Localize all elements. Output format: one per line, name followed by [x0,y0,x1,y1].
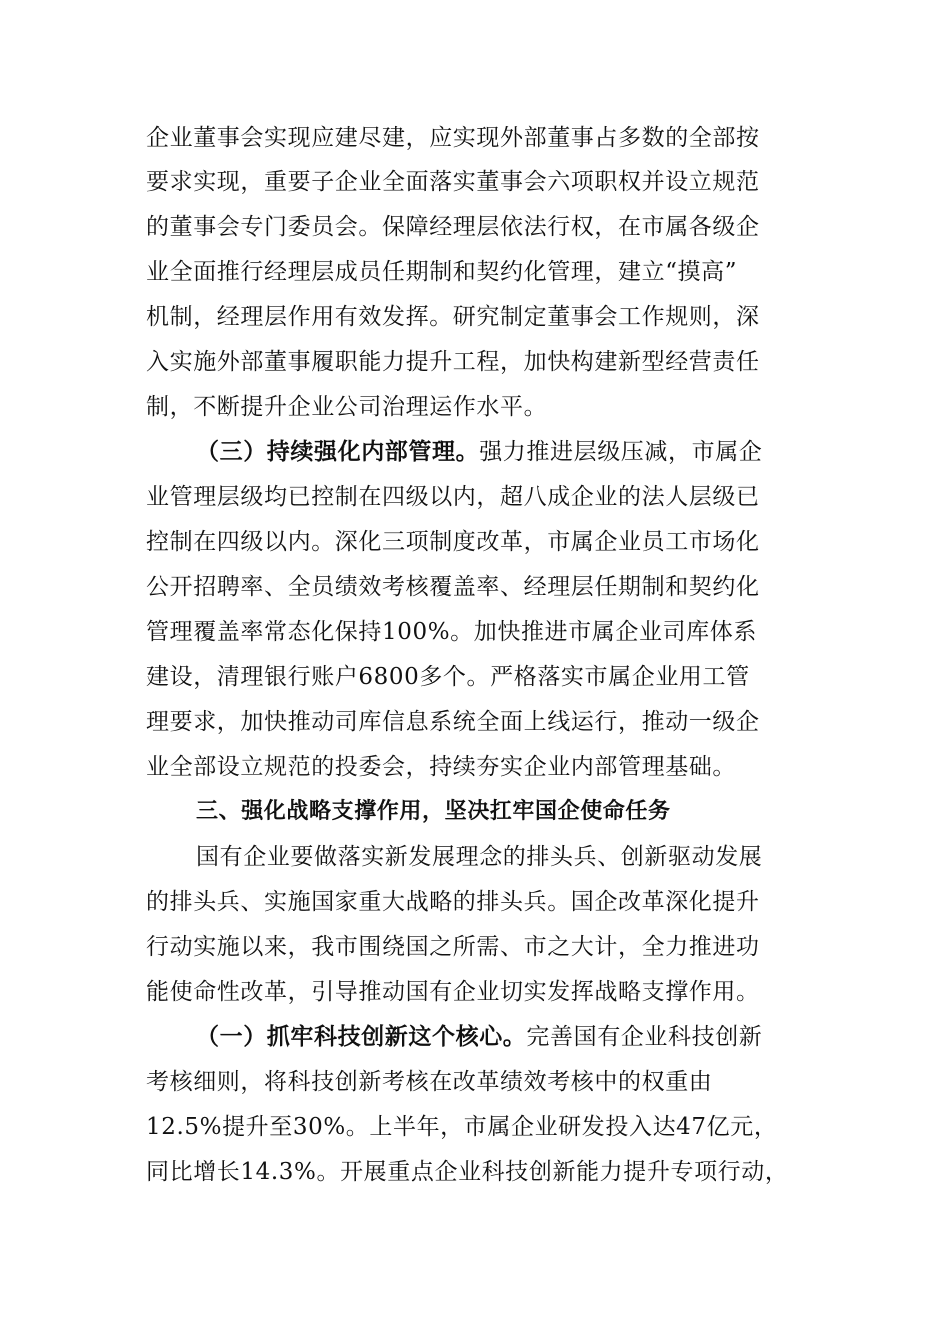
text-line: 机制，经理层作用有效发挥。研究制定董事会工作规则，深 [146,304,760,330]
text-line: 国有企业要做落实新发展理念的排头兵、创新驱动发展 [196,844,763,870]
text-line: 管理覆盖率常态化保持100%。加快推进市属企业司库体系 [146,619,757,645]
text-line: 理要求，加快推动司库信息系统全面上线运行，推动一级企 [146,709,760,735]
text-line: 业全部设立规范的投委会，持续夯实企业内部管理基础。 [146,754,736,780]
text-line: 制，不断提升企业公司治理运作水平。 [146,394,548,420]
section-heading: 三、强化战略支撑作用，坚决扛牢国企使命任务 [196,799,671,824]
text-line: 建设，清理银行账户6800多个。严格落实市属企业用工管 [146,664,750,690]
text-line: 企业董事会实现应建尽建，应实现外部董事占多数的全部按 [146,125,760,151]
text-run: 强力推进层级压减，市属企 [479,439,763,465]
text-line [196,430,762,474]
text-line: 业管理层级均已控制在四级以内，超八成企业的法人层级已 [146,484,760,510]
text-line: 要求实现，重要子企业全面落实董事会六项职权并设立规范 [146,169,760,195]
text-run: 完善国有企业科技创新 [526,1024,763,1050]
text-line: 同比增长14.3%。开展重点企业科技创新能力提升专项行动， [146,1159,789,1185]
text-line: 控制在四级以内。深化三项制度改革，市属企业员工市场化 [146,529,760,555]
text-line: 考核细则，将科技创新考核在改革绩效考核中的权重由 [146,1069,713,1095]
text-line: 12.5%提升至30%。上半年，市属企业研发投入达47亿元， [146,1114,778,1140]
subsection-lead: （一）抓牢科技创新这个核心。 [196,1023,527,1050]
text-line: 能使命性改革，引导推动国有企业切实发挥战略支撑作用。 [146,979,760,1005]
text-line: 业全面推行经理层成员任期制和契约化管理，建立“摸高” [146,259,738,285]
text-line: 的排头兵、实施国家重大战略的排头兵。国企改革深化提升 [146,889,760,915]
text-line: 入实施外部董事履职能力提升工程，加快构建新型经营责任 [146,349,760,375]
text-line [196,1015,762,1059]
subsection-lead: （三）持续强化内部管理。 [196,438,480,465]
text-line: 公开招聘率、全员绩效考核覆盖率、经理层任期制和契约化 [146,574,760,600]
text-line: 行动实施以来，我市围绕国之所需、市之大计，全力推进功 [146,934,760,960]
text-line: 的董事会专门委员会。保障经理层依法行权，在市属各级企 [146,214,760,240]
